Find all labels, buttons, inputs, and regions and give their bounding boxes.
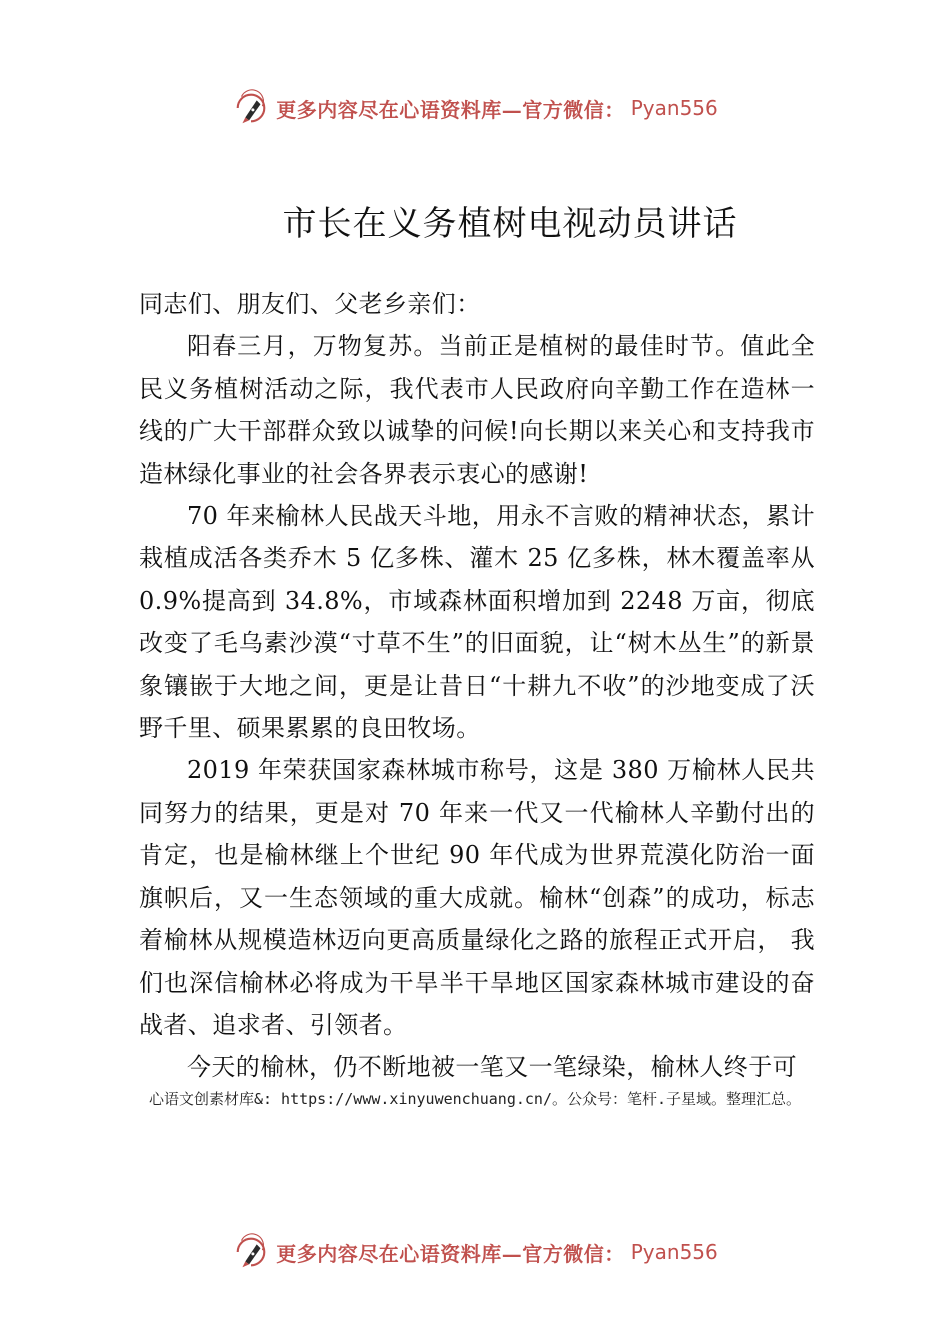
document-title: 市长在义务植树电视动员讲话 (282, 204, 738, 244)
source-footer: 心语文创素材库&: https://www.xinyuwenchuang.cn/。公众号：笔杆.子星域。整理汇总。 (148, 1090, 802, 1108)
pen-nib-logo-icon (232, 89, 270, 127)
header-banner (0, 88, 950, 128)
paragraph-2: 70 年来榆林人民战天斗地，用永不言败的精神状态，累计栽植成活各类乔木 5 亿多株、灌木 25 亿多株，林木覆盖率从 0.9%提高到 34.8%，市域森林面积增加到 2248 万亩，彻底改变了毛乌素沙漠“寸草不生”的旧面貌，让“树木丛生”的新景象镶嵌于大地之间，更是让昔日“十耕九不收”的沙地变成了沃野千里、硕果累累的良田牧场。 (139, 502, 815, 743)
document-body (139, 283, 815, 1089)
footer-banner (0, 1232, 950, 1272)
paragraph-3: 2019 年荣获国家森林城市称号，这是 380 万榆林人民共同努力的结果，更是对 70 年来一代又一代榆林人辛勤付出的肯定，也是榆林继上个世纪 90 年代成为世界荒漠化防治一面旗帜后，又一生态领域的重大成就。榆林“创森”的成功，标志着榆林从规模造林迈向更高质量绿化之路的旅程正式开启， 我们也深信榆林必将成为干旱半干旱地区国家森林城市建设的奋战者、追求者、引领者。 (139, 756, 815, 1039)
banner-text: 更多内容尽在心语资料库—官方微信： (276, 1241, 625, 1266)
banner-wechat-handle: Pyan556 (630, 1240, 718, 1264)
greeting: 同志们、朋友们、父老乡亲们： (139, 290, 481, 318)
pen-nib-logo-icon (232, 1233, 270, 1271)
banner-wechat-handle: Pyan556 (630, 96, 718, 120)
banner-text: 更多内容尽在心语资料库—官方微信： (276, 97, 625, 122)
paragraph-4: 今天的榆林，仍不断地被一笔又一笔绿染，榆林人终于可 (187, 1053, 797, 1082)
paragraph-1: 阳春三月，万物复苏。当前正是植树的最佳时节。值此全民义务植树活动之际，我代表市人民政府向辛勤工作在造林一线的广大干部群众致以诚挚的问候!向长期以来关心和支持我市造林绿化事业的社会各界表示衷心的感谢! (139, 332, 815, 488)
